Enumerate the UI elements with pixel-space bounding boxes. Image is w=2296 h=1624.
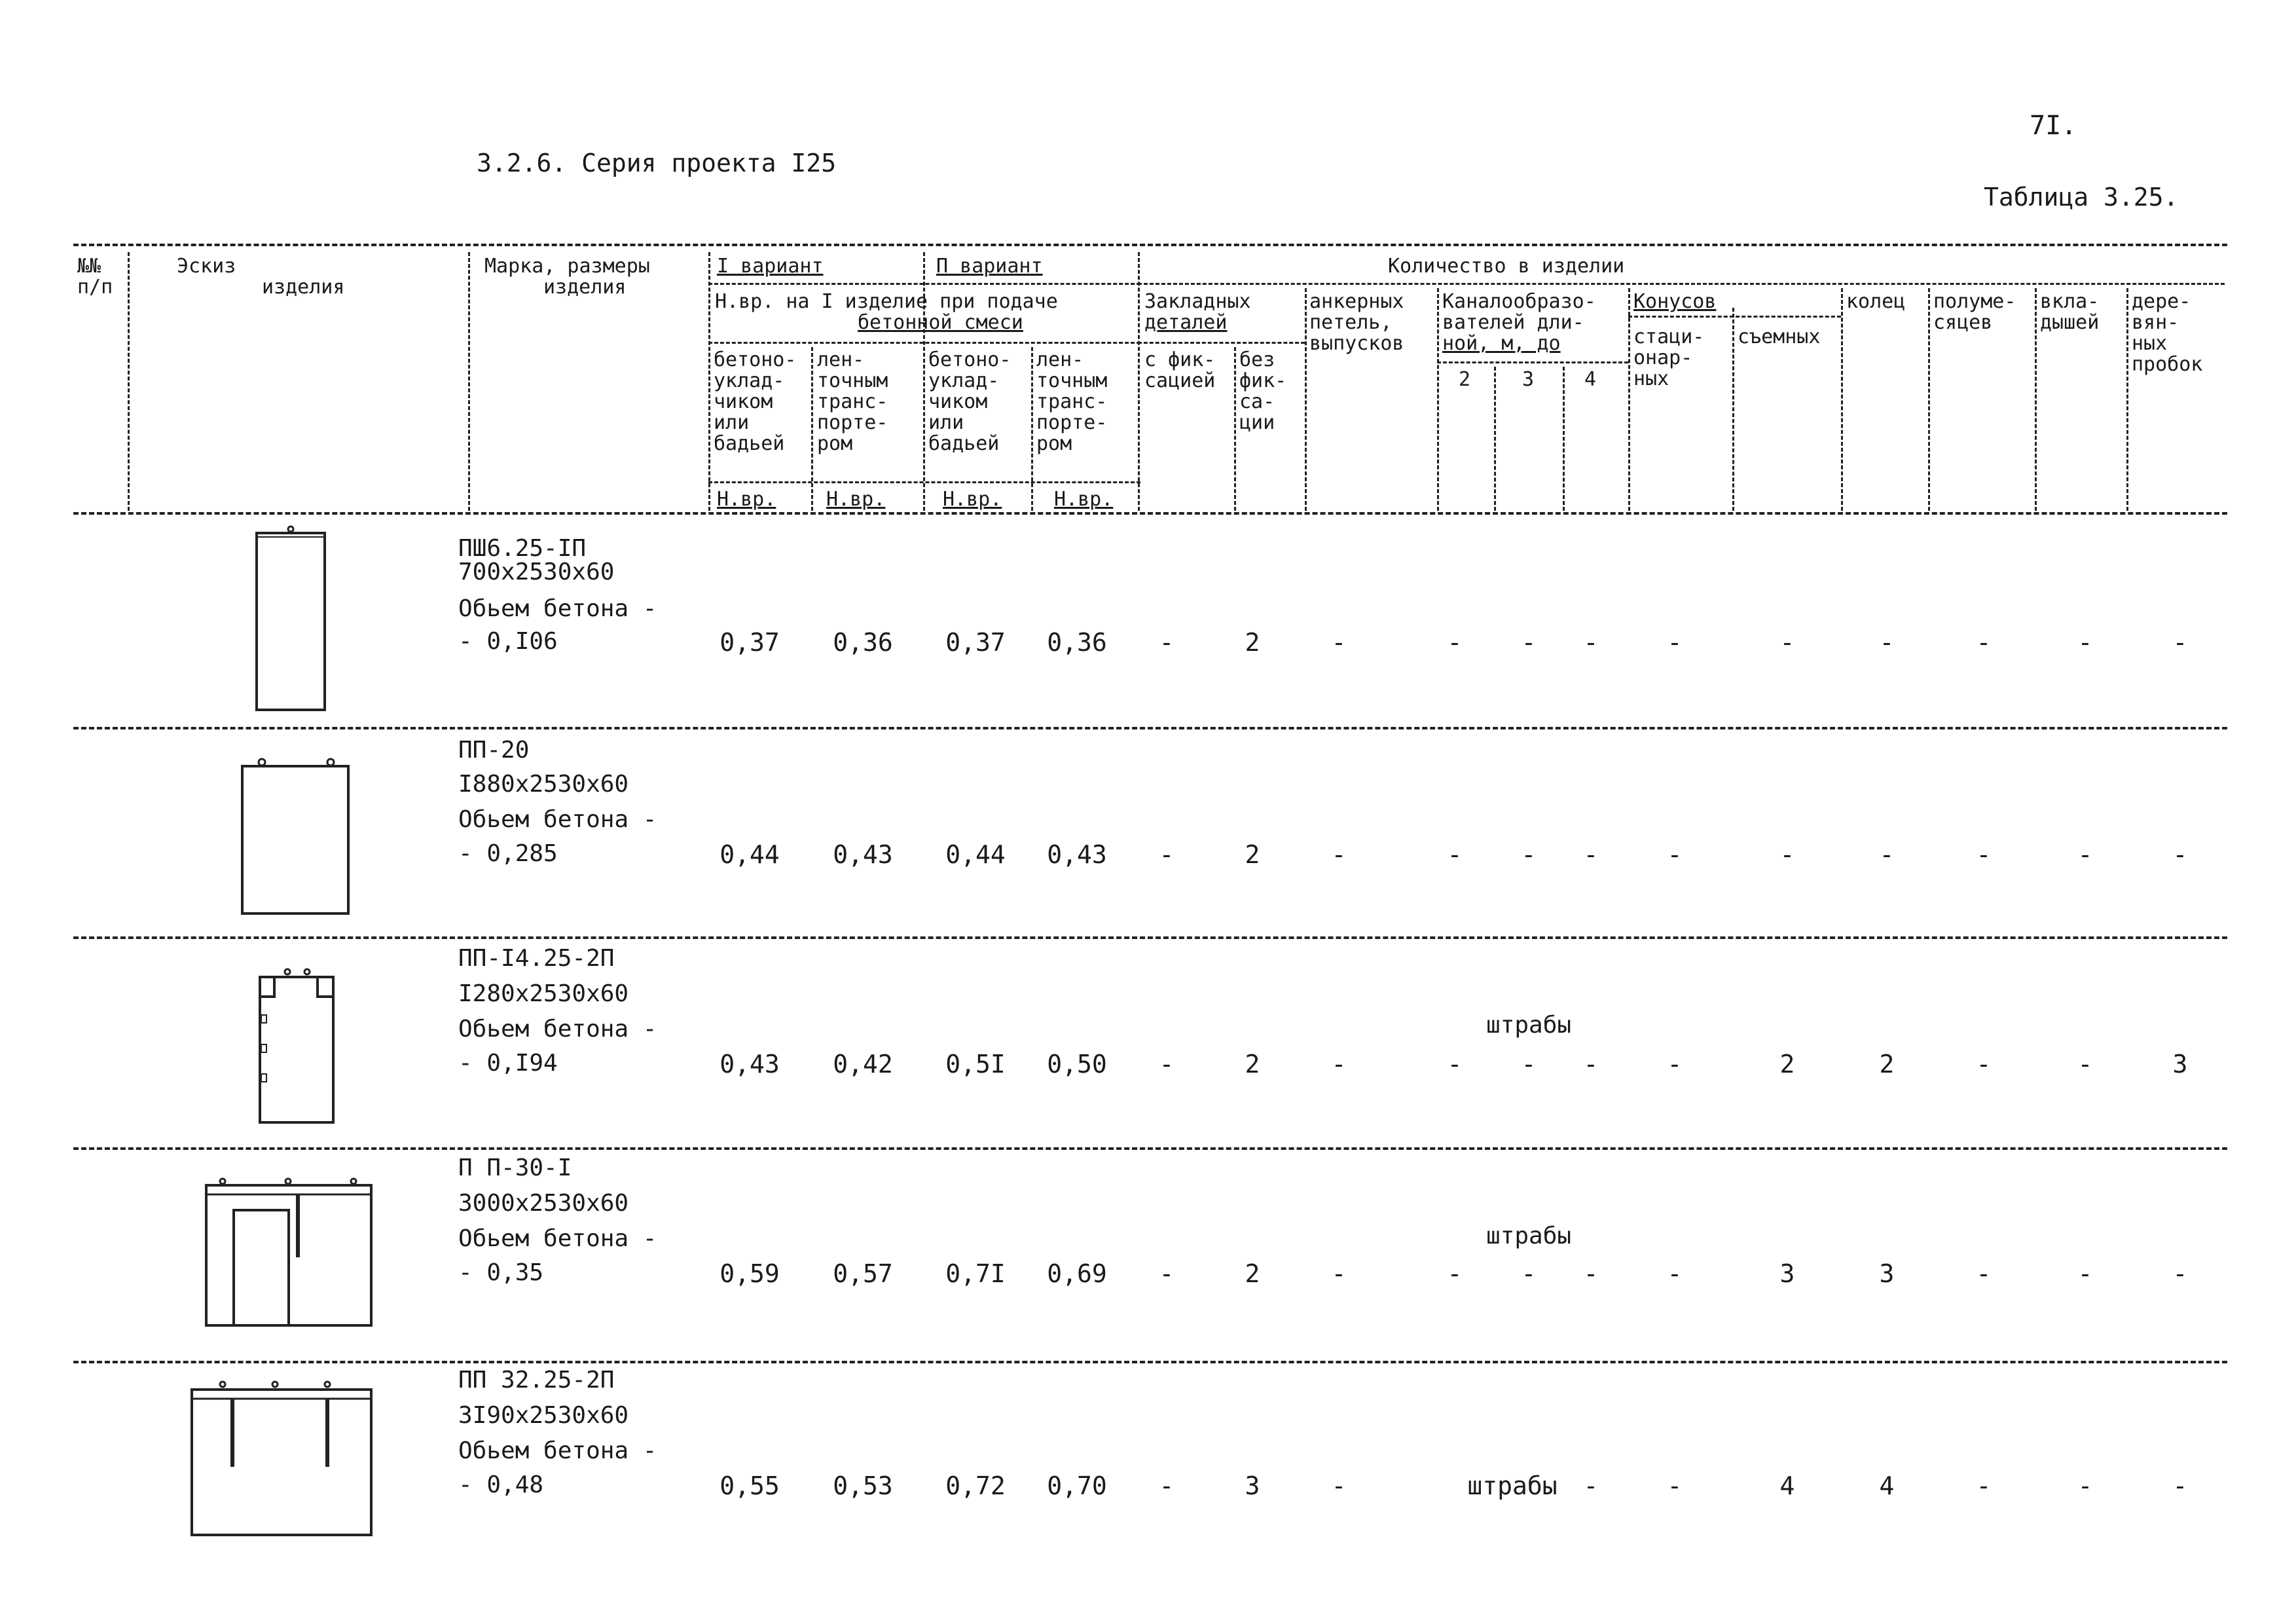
cell-v1a: 0,44: [720, 840, 780, 869]
header-half-moons-2: сяцев: [1933, 311, 1993, 334]
panel-sketch: [249, 524, 334, 714]
header-with-fix-1: с фик-: [1144, 348, 1216, 371]
cell-stationary: -: [1667, 1259, 1683, 1288]
header-belt-b-5: ром: [1036, 432, 1072, 455]
product-size: I880x2530x60: [458, 771, 629, 798]
section-title: 3.2.6. Серия проекта I25: [477, 149, 837, 177]
header-embedded-2: деталей: [1144, 311, 1228, 334]
header-separator: [708, 252, 710, 511]
header-plugs-3: ных: [2132, 332, 2168, 355]
header-belt-a-3: транс-: [817, 390, 888, 413]
header-separator: [1138, 252, 1140, 511]
header-concrete-a-2: уклад-: [714, 369, 785, 392]
cell-stationary: -: [1667, 840, 1683, 869]
volume-label: Обьем бетона -: [458, 806, 657, 833]
cell-inserts: -: [2077, 1259, 2093, 1288]
cell-anchor: -: [1331, 1471, 1347, 1500]
cell-half: -: [1976, 628, 1992, 657]
volume-label: Обьем бетона -: [458, 595, 657, 622]
cell-v2b: 0,69: [1047, 1259, 1107, 1288]
header-removable: съемных: [1738, 325, 1821, 348]
header-separator: [1305, 288, 1307, 511]
cell-v2b: 0,36: [1047, 628, 1107, 657]
volume-value: - 0,285: [458, 840, 558, 867]
header-unit-2: Н.вр.: [826, 488, 886, 511]
header-stationary-2: онар-: [1633, 346, 1693, 369]
header-without-fix-3: са-: [1239, 390, 1275, 413]
cell-v1b: 0,53: [833, 1471, 893, 1500]
product-mark: ПП-I4.25-2П: [458, 945, 615, 972]
header-unit-1: Н.вр.: [717, 488, 776, 511]
cell-inserts: -: [2077, 1471, 2093, 1500]
header-separator: [1928, 288, 1930, 511]
cell-fix: -: [1159, 1259, 1175, 1288]
header-rings: колец: [1846, 290, 1906, 313]
cell-note-straby: штрабы: [1486, 1223, 1572, 1249]
cell-v1a: 0,37: [720, 628, 780, 657]
cell-anchor: -: [1331, 840, 1347, 869]
cell-note-straby: штрабы: [1486, 1012, 1572, 1039]
cell-rings: 3: [1879, 1259, 1895, 1288]
header-bottom-border: [73, 512, 2227, 515]
header-half-moons-1: полуме-: [1933, 290, 2016, 313]
header-belt-a-5: ром: [817, 432, 853, 455]
cell-nofix: 3: [1245, 1471, 1260, 1500]
row-separator: [73, 936, 2227, 939]
header-variant-1: I вариант: [717, 255, 824, 278]
cell-anchor: -: [1331, 1050, 1347, 1079]
cell-fix: -: [1159, 1471, 1175, 1500]
header-channel-len-3: 3: [1522, 368, 1535, 391]
header-concrete-b-5: бадьей: [928, 432, 1000, 455]
cell-half: -: [1976, 1259, 1992, 1288]
header-inner-line: [1138, 342, 1305, 344]
cell-fix: -: [1159, 628, 1175, 657]
cell-stationary: -: [1667, 628, 1683, 657]
cell-v2a: 0,5I: [945, 1050, 1006, 1079]
cell-removable: 2: [1779, 1050, 1795, 1079]
cell-nofix: 2: [1245, 840, 1260, 869]
header-anchor-2: петель,: [1309, 311, 1393, 334]
header-channel-3: ной, м, до: [1442, 332, 1561, 355]
product-size: I280x2530x60: [458, 980, 629, 1007]
volume-value: - 0,35: [458, 1259, 544, 1286]
header-inner-line: [1437, 361, 1628, 363]
header-embedded-1: Закладных: [1144, 290, 1251, 313]
header-channel-2: вателей дли-: [1442, 311, 1584, 334]
cell-c3: -: [1521, 628, 1537, 657]
header-unit-4: Н.вр.: [1054, 488, 1114, 511]
cell-nofix: 2: [1245, 628, 1260, 657]
header-with-fix-2: сацией: [1144, 369, 1216, 392]
cell-stationary: -: [1667, 1471, 1683, 1500]
cell-v2a: 0,44: [945, 840, 1006, 869]
product-size: 700x2530x60: [458, 559, 615, 585]
cell-v1b: 0,57: [833, 1259, 893, 1288]
header-concrete-a-3: чиком: [714, 390, 773, 413]
header-plugs-1: дере-: [2132, 290, 2191, 313]
header-mark-1: Марка, размеры: [484, 255, 650, 278]
header-belt-b-3: транс-: [1036, 390, 1108, 413]
header-belt-b-2: точным: [1036, 369, 1108, 392]
header-stationary-3: ных: [1633, 367, 1669, 390]
cell-plugs: -: [2172, 1259, 2188, 1288]
cell-half: -: [1976, 1050, 1992, 1079]
cell-half: -: [1976, 840, 1992, 869]
header-concrete-a-5: бадьей: [714, 432, 785, 455]
volume-label: Обьем бетона -: [458, 1016, 657, 1043]
header-belt-b-1: лен-: [1036, 348, 1084, 371]
volume-label: Обьем бетона -: [458, 1437, 657, 1464]
cell-v1a: 0,43: [720, 1050, 780, 1079]
header-without-fix-4: ции: [1239, 411, 1275, 434]
header-separator: [1234, 347, 1236, 511]
header-inner-line: [708, 342, 1140, 344]
product-size: 3000x2530x60: [458, 1190, 629, 1217]
header-separator: [1494, 367, 1496, 511]
page-number: 7I.: [2030, 111, 2077, 141]
panel-sketch: [236, 753, 354, 917]
header-concrete-a-4: или: [714, 411, 750, 434]
cell-rings: -: [1879, 628, 1895, 657]
header-concrete-a-1: бетоно-: [714, 348, 797, 371]
cell-c4: -: [1583, 840, 1599, 869]
header-channel-1: Каналообразо-: [1442, 290, 1596, 313]
header-separator: [1732, 308, 1734, 511]
header-channel-len-4: 4: [1584, 368, 1597, 391]
cell-removable: 3: [1779, 1259, 1795, 1288]
header-num-2: п/п: [77, 276, 113, 299]
header-num-1: №№: [77, 255, 101, 278]
product-size: 3I90x2530x60: [458, 1402, 629, 1429]
cell-v1a: 0,59: [720, 1259, 780, 1288]
cell-anchor: -: [1331, 628, 1347, 657]
cell-v1b: 0,42: [833, 1050, 893, 1079]
header-separator: [468, 252, 470, 511]
header-plugs-2: вян-: [2132, 311, 2179, 334]
header-separator: [1628, 288, 1630, 511]
row-separator: [73, 1147, 2227, 1150]
header-sketch-2: изделия: [262, 276, 345, 299]
cell-anchor: -: [1331, 1259, 1347, 1288]
cell-plugs: -: [2172, 1471, 2188, 1500]
header-hvr-2: бетонной смеси: [858, 311, 1023, 334]
cell-fix: -: [1159, 1050, 1175, 1079]
header-separator: [811, 347, 813, 511]
product-mark: ПШ6.25-IП: [458, 535, 587, 562]
cell-rings: -: [1879, 840, 1895, 869]
header-variant-2: П вариант: [936, 255, 1043, 278]
header-plugs-4: пробок: [2132, 353, 2203, 376]
header-concrete-b-1: бетоно-: [928, 348, 1011, 371]
header-concrete-b-3: чиком: [928, 390, 988, 413]
cell-v2a: 0,37: [945, 628, 1006, 657]
cell-v2b: 0,50: [1047, 1050, 1107, 1079]
panel-sketch: [200, 1172, 376, 1329]
cell-v1b: 0,36: [833, 628, 893, 657]
cell-c4: -: [1583, 628, 1599, 657]
cell-c2: штрабы: [1467, 1471, 1558, 1500]
table-top-border: [73, 244, 2227, 246]
header-quantity: Количество в изделии: [1388, 255, 1625, 278]
cell-c2: -: [1447, 628, 1463, 657]
cell-v1a: 0,55: [720, 1471, 780, 1500]
cell-c2: -: [1447, 1050, 1463, 1079]
header-inner-line: [708, 481, 1140, 483]
row-separator: [73, 727, 2227, 729]
header-belt-b-4: порте-: [1036, 411, 1108, 434]
product-mark: П П-30-I: [458, 1154, 572, 1181]
header-sketch-1: Эскиз: [177, 255, 236, 278]
header-without-fix-2: фик-: [1239, 369, 1287, 392]
cell-plugs: -: [2172, 628, 2188, 657]
volume-label: Обьем бетона -: [458, 1225, 657, 1252]
table-label: Таблица 3.25.: [1984, 183, 2179, 212]
header-belt-a-4: порте-: [817, 411, 888, 434]
cell-c4: -: [1583, 1259, 1599, 1288]
header-separator: [1437, 288, 1439, 511]
header-belt-a-1: лен-: [817, 348, 865, 371]
cell-c4: -: [1583, 1050, 1599, 1079]
header-belt-a-2: точным: [817, 369, 888, 392]
cell-c3: -: [1521, 1259, 1537, 1288]
header-channel-len-2: 2: [1459, 368, 1471, 391]
product-mark: ПП-20: [458, 737, 530, 764]
cell-plugs: -: [2172, 840, 2188, 869]
cell-removable: 4: [1779, 1471, 1795, 1500]
cell-removable: -: [1779, 628, 1795, 657]
cell-c4: -: [1583, 1471, 1599, 1500]
row-separator: [73, 1361, 2227, 1363]
cell-inserts: -: [2077, 1050, 2093, 1079]
header-inner-line: [1138, 283, 2225, 285]
cell-c3: -: [1521, 840, 1537, 869]
header-separator: [1563, 367, 1565, 511]
header-mark-2: изделия: [543, 276, 627, 299]
cell-fix: -: [1159, 840, 1175, 869]
cell-v2a: 0,72: [945, 1471, 1006, 1500]
header-inserts-2: дышей: [2040, 311, 2100, 334]
header-concrete-b-2: уклад-: [928, 369, 1000, 392]
header-inserts-1: вкла-: [2040, 290, 2100, 313]
cell-c2: -: [1447, 840, 1463, 869]
cell-half: -: [1976, 1471, 1992, 1500]
cell-c3: -: [1521, 1050, 1537, 1079]
cell-stationary: -: [1667, 1050, 1683, 1079]
panel-sketch: [187, 1375, 376, 1539]
volume-value: - 0,I94: [458, 1050, 558, 1077]
header-without-fix-1: без: [1239, 348, 1275, 371]
cell-inserts: -: [2077, 840, 2093, 869]
header-anchor-1: анкерных: [1309, 290, 1404, 313]
panel-sketch: [252, 963, 344, 1126]
header-separator: [1841, 288, 1843, 511]
cell-v1b: 0,43: [833, 840, 893, 869]
cell-plugs: 3: [2172, 1050, 2188, 1079]
cell-c2: -: [1447, 1259, 1463, 1288]
cell-removable: -: [1779, 840, 1795, 869]
volume-value: - 0,48: [458, 1471, 544, 1498]
volume-value: - 0,I06: [458, 628, 558, 655]
header-separator: [1031, 347, 1033, 511]
header-separator: [2126, 288, 2128, 511]
cell-v2a: 0,7I: [945, 1259, 1006, 1288]
cell-v2b: 0,43: [1047, 840, 1107, 869]
cell-nofix: 2: [1245, 1259, 1260, 1288]
header-anchor-3: выпусков: [1309, 332, 1404, 355]
cell-rings: 2: [1879, 1050, 1895, 1079]
product-mark: ПП 32.25-2П: [458, 1367, 615, 1393]
header-concrete-b-4: или: [928, 411, 964, 434]
header-inner-line: [1628, 316, 1841, 318]
header-stationary-1: стаци-: [1633, 325, 1705, 348]
cell-v2b: 0,70: [1047, 1471, 1107, 1500]
header-separator: [128, 252, 130, 511]
cell-nofix: 2: [1245, 1050, 1260, 1079]
header-separator: [2035, 288, 2037, 511]
cell-rings: 4: [1879, 1471, 1895, 1500]
cell-inserts: -: [2077, 628, 2093, 657]
header-cones: Конусов: [1633, 290, 1717, 313]
header-unit-3: Н.вр.: [943, 488, 1002, 511]
header-hvr-1: Н.вр. на I изделие при подаче: [715, 290, 1058, 313]
header-inner-line: [708, 283, 1140, 285]
